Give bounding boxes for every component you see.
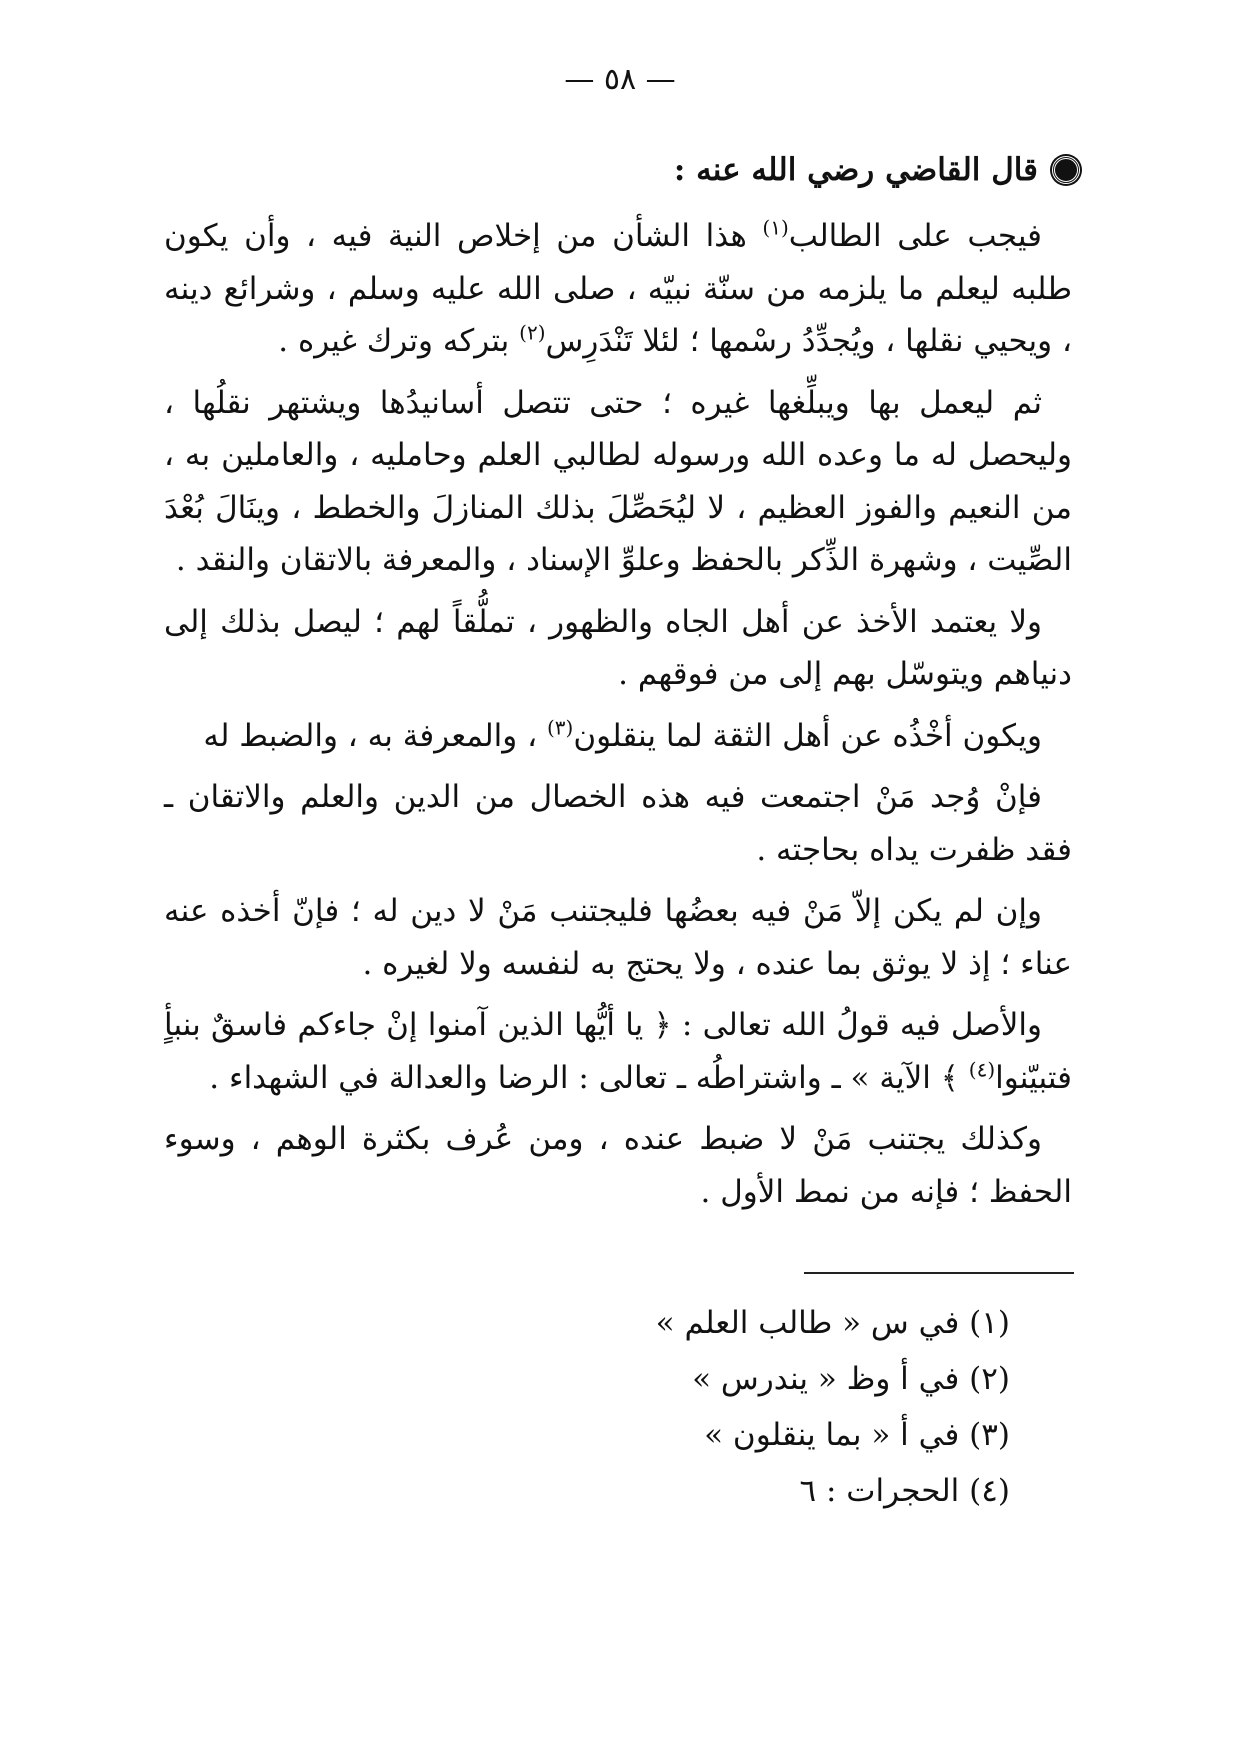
footnote-3: (٣) في أ « بما ينقلون »: [704, 1417, 1010, 1453]
paragraph-1: [164, 210, 1072, 368]
footnote-1: (١) في س « طالب العلم »: [655, 1305, 1010, 1341]
paragraph-text: فيجب على الطالب: [788, 218, 1043, 254]
section-heading-text: قال القاضي رضي الله عنه :: [673, 152, 1038, 188]
paragraph-text: ويكون أخْذُه عن أهل الثقة لما ينقلون: [573, 717, 1042, 754]
page-number: — ٥٨ —: [564, 62, 676, 97]
body-text: [164, 210, 1072, 1218]
paragraph-5: فإنْ وُجد مَنْ اجتمعت فيه هذه الخصال من الدين والعلم والاتقان ـ فقد ظفرت يداه بحاجته .: [164, 779, 1072, 868]
paragraph-text: والأصل فيه قولُ الله تعالى : ﴿ يا أيُّها الذين آمنوا إنْ جاءكم فاسقٌ بنبأٍ فتبيّنوا: [164, 1007, 1072, 1096]
paragraph-text: بتركه وترك غيره .: [278, 323, 520, 359]
paragraph-text: هذا الشأن من إخلاص النية فيه ، وأن يكون طلبه ليعلم ما يلزمه من سنّة نبيّه ، صلى الله عليه وسلم ، وشرائع دينه ، ويحيي نقلها ، ويُجدِّدُ رسْمها ؛ لئلا تَنْدَرِس: [164, 218, 1072, 359]
footnote-2: (٢) في أ وظ « يندرس »: [692, 1361, 1010, 1397]
footnote-ref-4: (٤): [968, 1057, 996, 1082]
solid-circle-bullet-icon: [1052, 156, 1080, 184]
footnote-ref-2: (٢): [519, 320, 546, 345]
paragraph-2: ثم ليعمل بها ويبلِّغها غيره ؛ حتى تتصل أسانيدُها ويشتهر نقلُها ، وليحصل له ما وعده الله ورسوله لطالبي العلم وحامليه ، والعاملين به ، من النعيم والفوز العظيم ، لا ليُحَصِّلَ بذلك المنازلَ والخطط ، وينَالَ بُعْدَ الصِّيت ، وشهرة الذِّكر بالحفظ وعلوِّ الإسناد ، والمعرفة بالاتقان والنقد .: [164, 384, 1072, 578]
footnote-ref-3: (٣): [546, 715, 574, 740]
footnotes: [510, 1295, 1010, 1519]
paragraph-text: ، والمعرفة به ، والضبط له: [203, 717, 547, 754]
paragraph-4: [164, 710, 1072, 763]
paragraph-8: وكذلك يجتنب مَنْ لا ضبط عنده ، ومن عُرف بكثرة الوهم ، وسوء الحفظ ؛ فإنه من نمط الأول .: [164, 1121, 1072, 1210]
paragraph-3: ولا يعتمد الأخذ عن أهل الجاه والظهور ، تملُّقاً لهم ؛ ليصل بذلك إلى دنياهم ويتوسّل بهم إلى من فوقهم .: [164, 603, 1072, 692]
paragraph-7: [164, 999, 1072, 1104]
paragraph-6: وإن لم يكن إلاّ مَنْ فيه بعضُها فليجتنب مَنْ لا دين له ؛ فإنّ أخذه عنه عناء ؛ إذ لا يوثق بما عنده ، ولا يحتج به لنفسه ولا لغيره .: [164, 893, 1072, 982]
footnote-4: (٤) الحجرات : ٦: [799, 1473, 1010, 1509]
paragraph-text: ﴾ الآية » ـ واشتراطُه ـ تعالى : الرضا والعدالة في الشهداء .: [209, 1059, 969, 1096]
footnote-divider: [804, 1272, 1074, 1274]
footnote-ref-1: (١): [762, 215, 789, 240]
section-heading: [674, 152, 1080, 188]
